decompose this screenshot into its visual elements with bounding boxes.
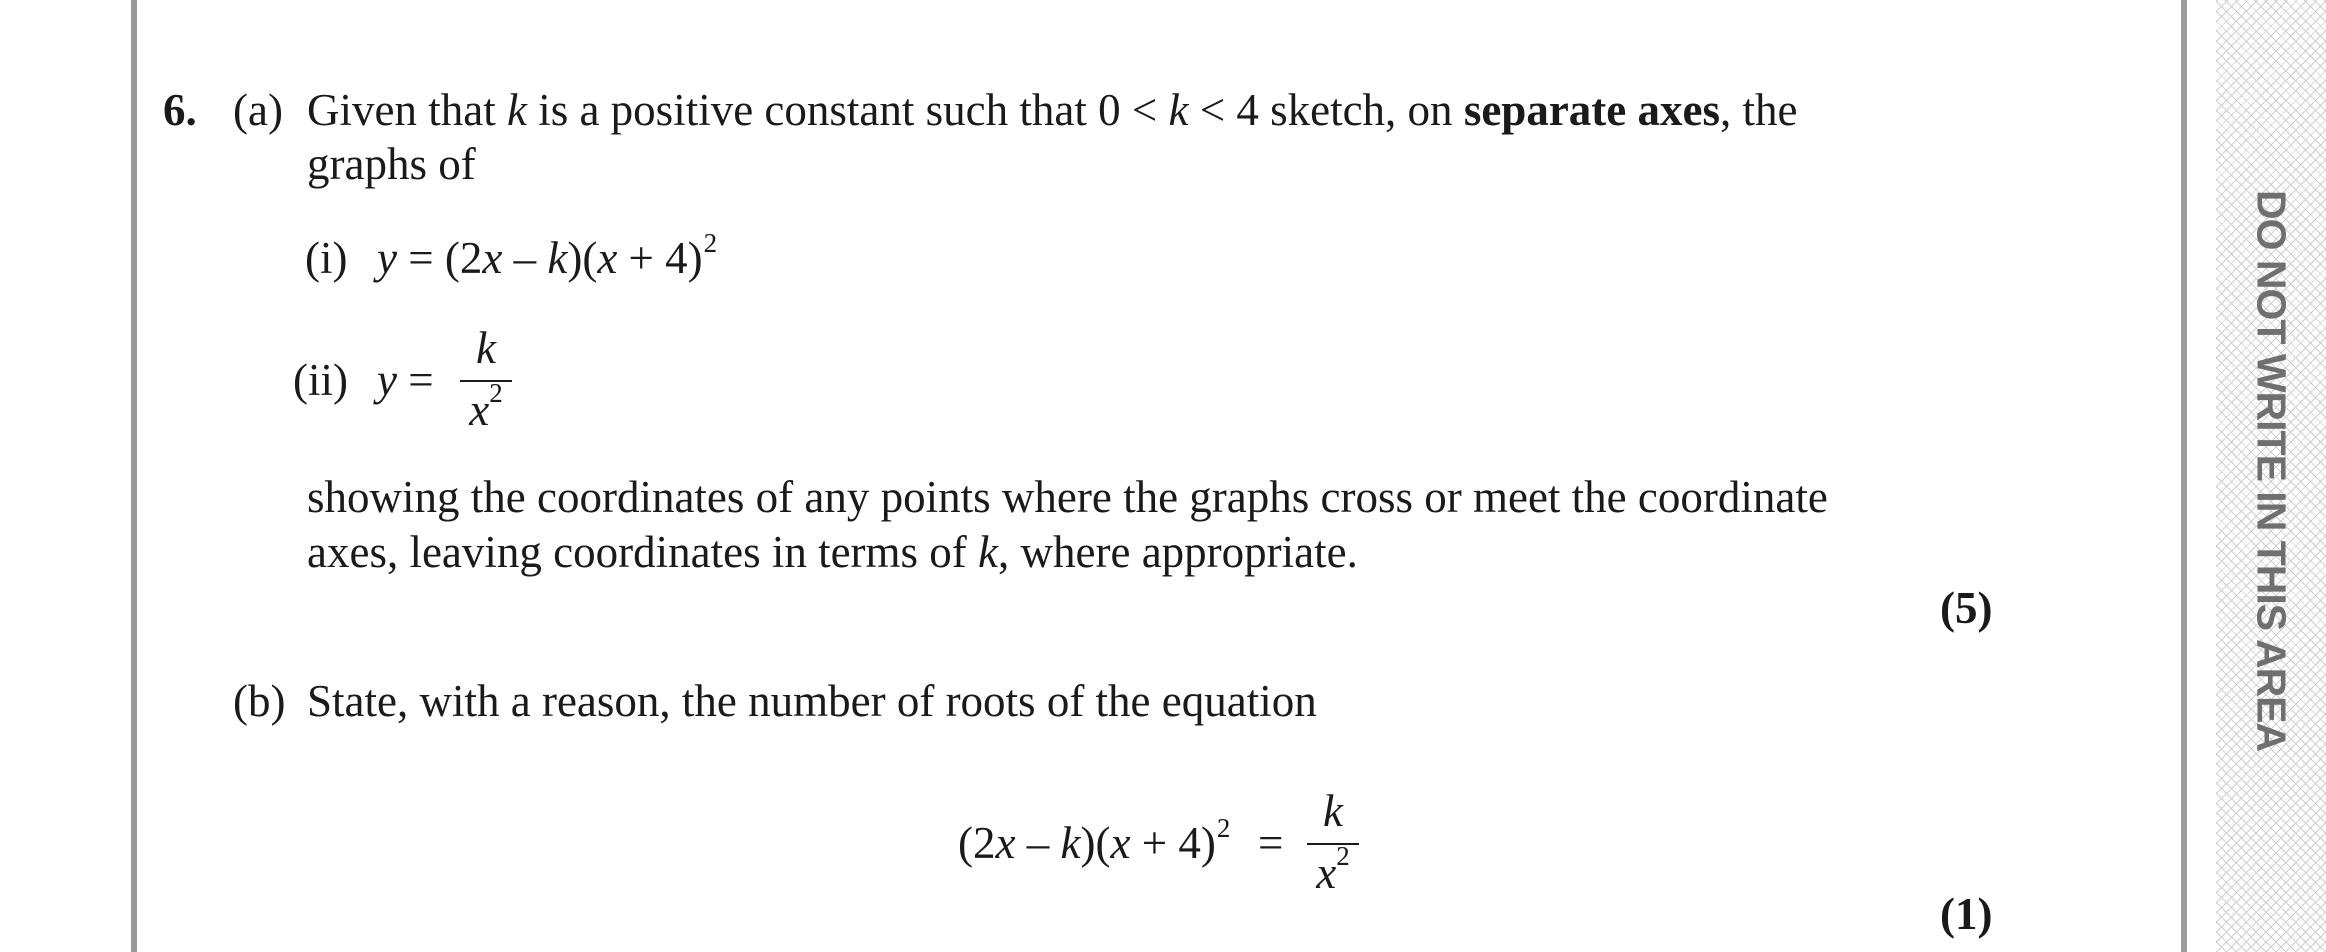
question-number: 6.	[163, 85, 197, 135]
item-ii-label: (ii)	[293, 355, 348, 405]
part-a-marks: (5)	[1940, 583, 1993, 633]
item-i-label: (i)	[305, 233, 348, 283]
part-b-equation-lhs: $(2x - k)(x + 4)^2$	[958, 813, 1231, 868]
part-b-text: State, with a reason, the number of roots of the equation	[307, 676, 1317, 726]
part-a-intro-line-2: graphs of	[307, 139, 476, 189]
part-a-label: (a)	[233, 85, 283, 135]
part-a-closing-line-2: axes, leaving coordinates in terms of k, where appropriate.	[307, 527, 1358, 577]
item-i-equation: $y = (2x - k)(x + 4)^2$	[377, 228, 718, 283]
part-a-intro-line-1: Given that k is a positive constant such that 0 < k < 4 sketch, on separate axes, the	[307, 85, 1798, 135]
item-ii-fraction: k $x^2$	[460, 326, 512, 433]
part-b-fraction: k $x^2$	[1307, 789, 1359, 896]
part-b-label: (b)	[233, 676, 286, 726]
item-ii-lhs: y =	[377, 355, 434, 405]
part-b-marks: (1)	[1940, 889, 1993, 939]
part-b-equals: =	[1258, 818, 1284, 868]
part-a-closing-line-1: showing the coordinates of any points where the graphs cross or meet the coordinate	[307, 472, 1828, 522]
margin-notice: DO NOT WRITE IN THIS AREA	[2248, 190, 2295, 752]
